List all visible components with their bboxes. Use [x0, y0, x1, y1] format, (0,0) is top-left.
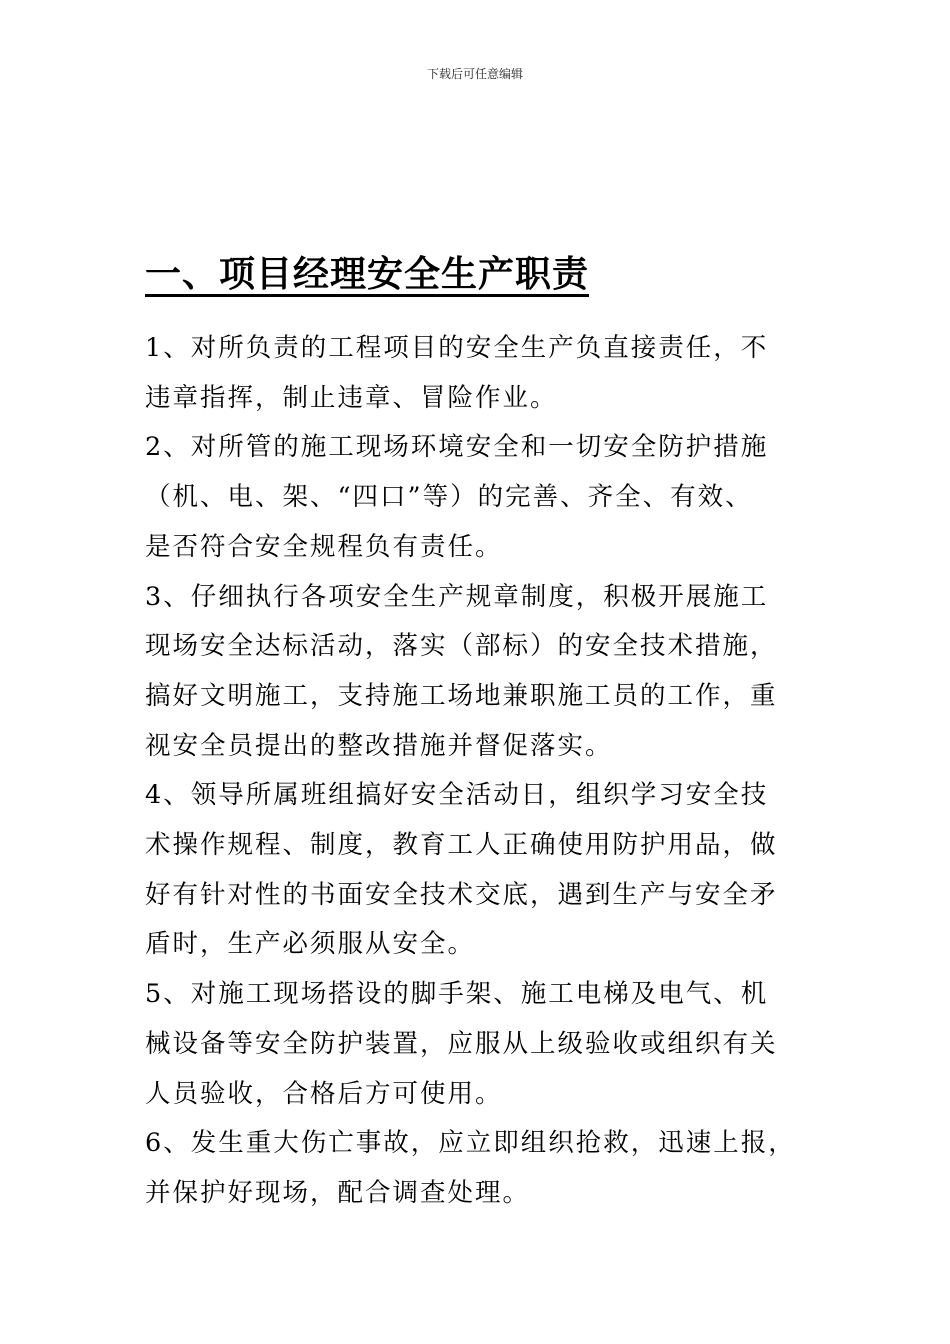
item-4-line-1: 4、领导所属班组搞好安全活动日，组织学习安全技 — [145, 780, 769, 811]
item-3-line-3: 搞好文明施工，支持施工场地兼职施工员的工作，重 — [145, 680, 778, 711]
item-3-line-1: 3、仔细执行各项安全生产规章制度，积极开展施工 — [145, 581, 769, 612]
item-4-line-2: 术操作规程、制度，教育工人正确使用防护用品，做 — [145, 830, 778, 861]
item-4-line-4: 盾时，生产必须服从安全。 — [145, 929, 476, 960]
item-1-line-1: 1、对所负责的工程项目的安全生产负直接责任，不 — [145, 333, 769, 363]
document-body — [145, 324, 813, 1219]
item-5-line-1: 5、对施工现场搭设的脚手架、施工电梯及电气、机 — [145, 979, 769, 1010]
item-6-line-2: 并保护好现场，配合调查处理。 — [145, 1177, 531, 1208]
item-5-line-2: 械设备等安全防护装置，应服从上级验收或组织有关 — [145, 1028, 778, 1059]
item-5-line-3: 人员验收，合格后方可使用。 — [145, 1078, 503, 1109]
page-header: 下载后可任意编辑 — [426, 67, 523, 81]
item-3-line-2: 现场安全达标活动，落实（部标）的安全技术措施， — [145, 631, 778, 662]
item-1-line-2: 违章指挥，制止违章、冒险作业。 — [145, 382, 558, 413]
item-2-line-3: 是否符合安全规程负有责任。 — [145, 531, 503, 562]
document-title: 一、项目经理安全生产职责 — [145, 253, 590, 295]
item-4-line-3: 好有针对性的书面安全技术交底，遇到生产与安全矛 — [145, 879, 778, 910]
item-6-line-1: 6、发生重大伤亡事故，应立即组织抢救，迅速上报， — [145, 1128, 796, 1159]
item-2-line-2: （机、电、架、“四口”等）的完善、齐全、有效、 — [145, 482, 753, 513]
item-2-line-1: 2、对所管的施工现场环境安全和一切安全防护措施 — [145, 432, 769, 463]
item-3-line-4: 视安全员提出的整改措施并督促落实。 — [145, 730, 613, 761]
